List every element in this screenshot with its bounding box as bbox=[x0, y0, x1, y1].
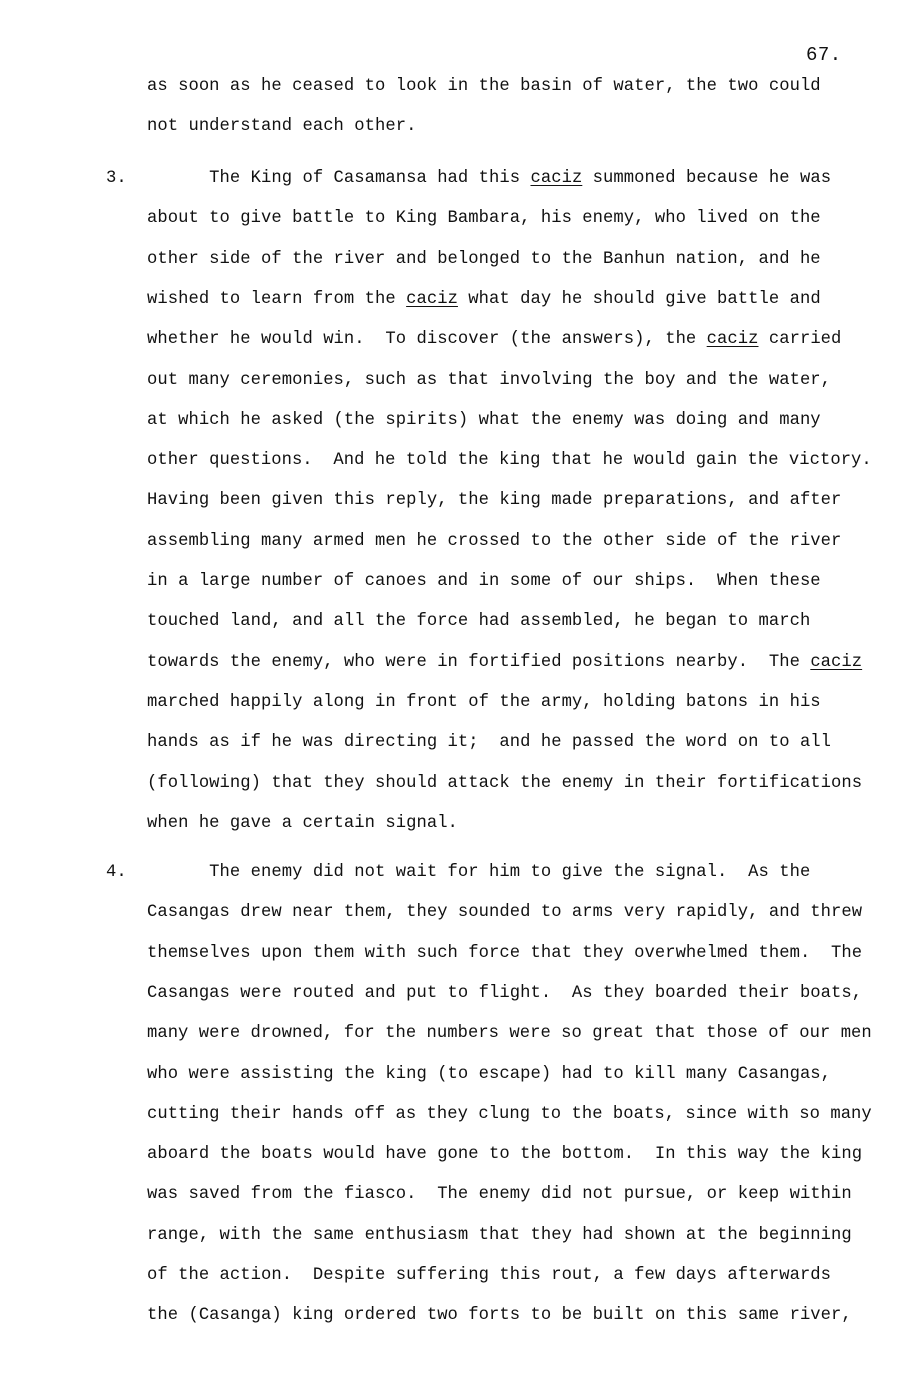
text-line: was saved from the fiasco. The enemy did not pursue, or keep within bbox=[147, 1185, 852, 1204]
text-line: as soon as he ceased to look in the basin of water, the two could bbox=[147, 77, 821, 96]
text-line: wished to learn from the caciz what day he should give battle and bbox=[147, 290, 821, 309]
text-line: aboard the boats would have gone to the bottom. In this way the king bbox=[147, 1145, 863, 1164]
text-line: other questions. And he told the king that he would gain the victory. bbox=[147, 451, 872, 470]
text-line: Casangas drew near them, they sounded to arms very rapidly, and threw bbox=[147, 903, 863, 922]
page-number: 67. bbox=[806, 44, 842, 66]
text-line: whether he would win. To discover (the answers), the caciz carried bbox=[147, 330, 842, 349]
text-line: marched happily along in front of the army, holding batons in his bbox=[147, 693, 821, 712]
text-line: hands as if he was directing it; and he passed the word on to all bbox=[147, 733, 832, 752]
text-line: about to give battle to King Bambara, his enemy, who lived on the bbox=[147, 209, 821, 228]
paragraph-number: 4. bbox=[106, 863, 127, 882]
text-line: touched land, and all the force had assembled, he began to march bbox=[147, 612, 811, 631]
text-line: when he gave a certain signal. bbox=[147, 814, 458, 833]
text-line: assembling many armed men he crossed to the other side of the river bbox=[147, 532, 842, 551]
text-line: of the action. Despite suffering this rout, a few days afterwards bbox=[147, 1266, 832, 1285]
text-line: cutting their hands off as they clung to the boats, since with so many bbox=[147, 1105, 872, 1124]
underlined-term: caciz bbox=[810, 653, 863, 672]
text-line: in a large number of canoes and in some of our ships. When these bbox=[147, 572, 821, 591]
text-line: Having been given this reply, the king made preparations, and after bbox=[147, 491, 842, 510]
paragraph-number: 3. bbox=[106, 169, 127, 188]
text-line: (following) that they should attack the enemy in their fortifications bbox=[147, 774, 863, 793]
text-line: Casangas were routed and put to flight. As they boarded their boats, bbox=[147, 984, 863, 1003]
underlined-term: caciz bbox=[706, 330, 759, 349]
text-line: The King of Casamansa had this caciz summoned because he was bbox=[147, 169, 832, 188]
underlined-term: caciz bbox=[530, 169, 583, 188]
text-line: The enemy did not wait for him to give the signal. As the bbox=[147, 863, 811, 882]
text-line: out many ceremonies, such as that involving the boy and the water, bbox=[147, 371, 832, 390]
text-line: the (Casanga) king ordered two forts to be built on this same river, bbox=[147, 1306, 852, 1325]
underlined-term: caciz bbox=[406, 290, 458, 309]
text-line: not understand each other. bbox=[147, 117, 417, 136]
text-line: other side of the river and belonged to the Banhun nation, and he bbox=[147, 250, 821, 269]
text-line: range, with the same enthusiasm that they had shown at the beginning bbox=[147, 1226, 852, 1245]
text-line: many were drowned, for the numbers were so great that those of our men bbox=[147, 1024, 872, 1043]
text-line: at which he asked (the spirits) what the enemy was doing and many bbox=[147, 411, 821, 430]
text-line: who were assisting the king (to escape) had to kill many Casangas, bbox=[147, 1065, 832, 1084]
text-line: themselves upon them with such force that they overwhelmed them. The bbox=[147, 944, 863, 963]
text-line: towards the enemy, who were in fortified positions nearby. The caciz bbox=[147, 653, 863, 672]
